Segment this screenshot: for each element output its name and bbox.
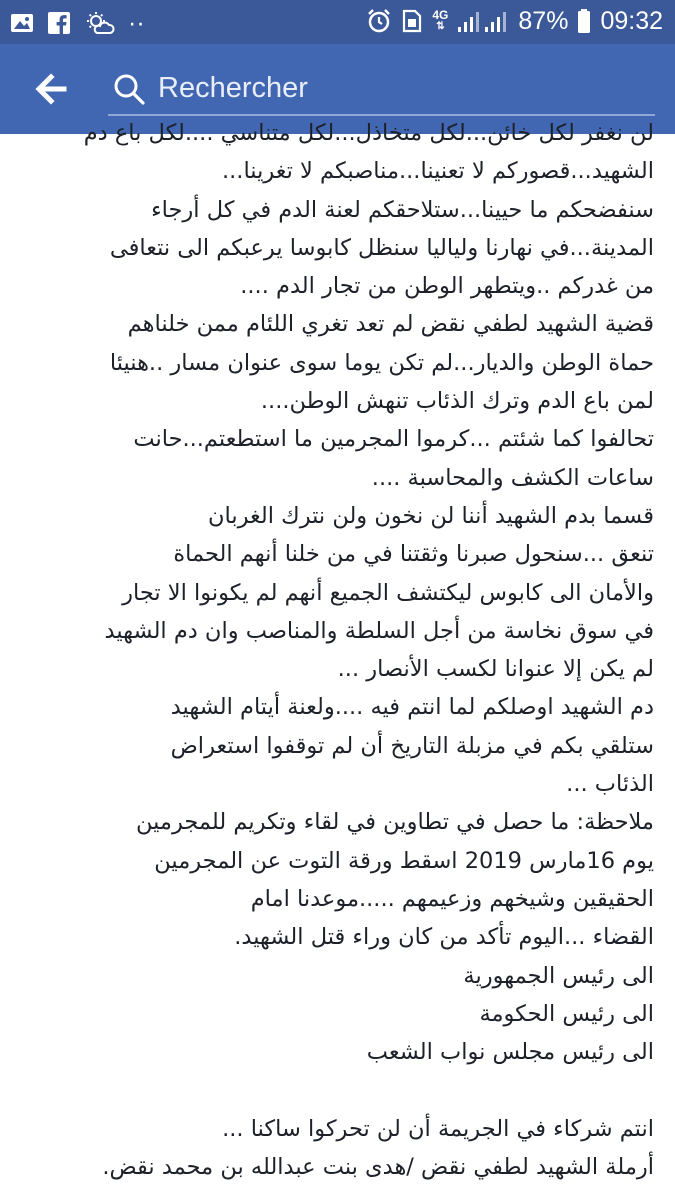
post-line: ملاحظة: ما حصل في تطاوين في لقاء وتكريم للمجرمين [135,809,654,836]
post-text [14,114,654,1186]
image-icon [10,12,34,34]
status-bar [0,0,675,44]
post-line: الذئاب ... [566,771,654,798]
post-line: والأمان الى كابوس ليكتشف الجميع أنهم لم يكونوا الا تجار [122,579,654,606]
alarm-icon [366,8,392,34]
post-line: الى رئيس مجلس نواب الشعب [366,1039,654,1066]
post-line: تنعق ...سنحول صبرنا وثقتنا في من خلنا أنهم الحماة [173,541,654,568]
sim-icon [401,8,423,34]
network-type: 4G ⇅ [432,8,449,32]
post-line: لن نغفر لكل خائن...لكل متخاذل...لكل متناسي ....لكل باع دم [83,120,654,146]
post-line: يوم 16مارس 2019 اسقط ورقة التوت عن المجرمين [154,847,654,874]
facebook-icon [48,12,70,34]
post-line: القضاء ...اليوم تأكد من كان وراء قتل الشهيد. [234,924,654,951]
post-line: ساعات الكشف والمحاسبة .... [371,464,654,491]
weather-icon [84,11,114,35]
post-line: قسما بدم الشهيد أننا لن نخون ولن نترك الغربان [207,502,654,529]
post-line-blank [14,1071,654,1109]
post-line: تحالفوا كما شئتم ...كرموا المجرمين ما استطعتم...حانت [133,426,654,453]
back-button[interactable] [28,66,78,112]
search-input[interactable] [158,66,638,110]
post-line: ستلقي بكم في مزبلة التاريخ أن لم توقفوا استعراض [170,732,654,759]
battery-icon [577,8,591,34]
search-bar[interactable] [108,62,655,116]
overflow-dots: ·· [128,9,145,37]
post-line: لمن باع الدم وترك الذئاب تنهش الوطن.... [260,388,654,415]
post-content [0,120,675,1200]
post-line: سنفضحكم ما حيينا...ستلاحقكم لعنة الدم في كل أرجاء [151,196,654,223]
post-line: في سوق نخاسة من أجل السلطة والمناصب وان دم الشهيد [104,617,654,644]
post-line: الى رئيس الجمهورية [463,962,654,989]
clock: 09:32 [600,7,663,35]
post-line: دم الشهيد اوصلكم لما انتم فيه ....ولعنة أيتام الشهيد [170,694,654,721]
post-line: قضية الشهيد لطفي نقض لم تعد تغري اللئام ممن خلناهم [127,311,654,338]
post-line: الى رئيس الحكومة [479,1000,654,1027]
battery-percentage: 87% [518,7,569,35]
arrow-left-icon [28,66,78,112]
post-line: لم يكن إلا عنوانا لكسب الأنصار ... [337,656,654,683]
post-line: الشهيد...قصوركم لا تعنينا...مناصبكم لا تغرينا... [221,158,654,185]
post-line: انتم شركاء في الجريمة أن لن تحركوا ساكنا ... [222,1115,654,1142]
post-line: حماة الوطن والديار...لم تكن يوما سوى عنوان مسار ..هنيئا [109,349,654,376]
post-signature: أرملة الشهيد لطفي نقض /هدى بنت عبدالله بن محمد نقض. [102,1154,654,1181]
post-line: من غدركم ..ويتطهر الوطن من تجار الدم .... [240,273,654,300]
post-line: الحقيقين وشيخهم وزعيمهم .....موعدنا امام [250,885,654,912]
status-bar-notifications [10,8,145,38]
status-bar-system [366,6,663,36]
signal-icon [457,9,509,33]
post-line: المدينة...في نهارنا ولياليا سنظل كابوسا يرعبكم الى نتعافى [109,234,654,261]
search-icon [112,72,146,106]
